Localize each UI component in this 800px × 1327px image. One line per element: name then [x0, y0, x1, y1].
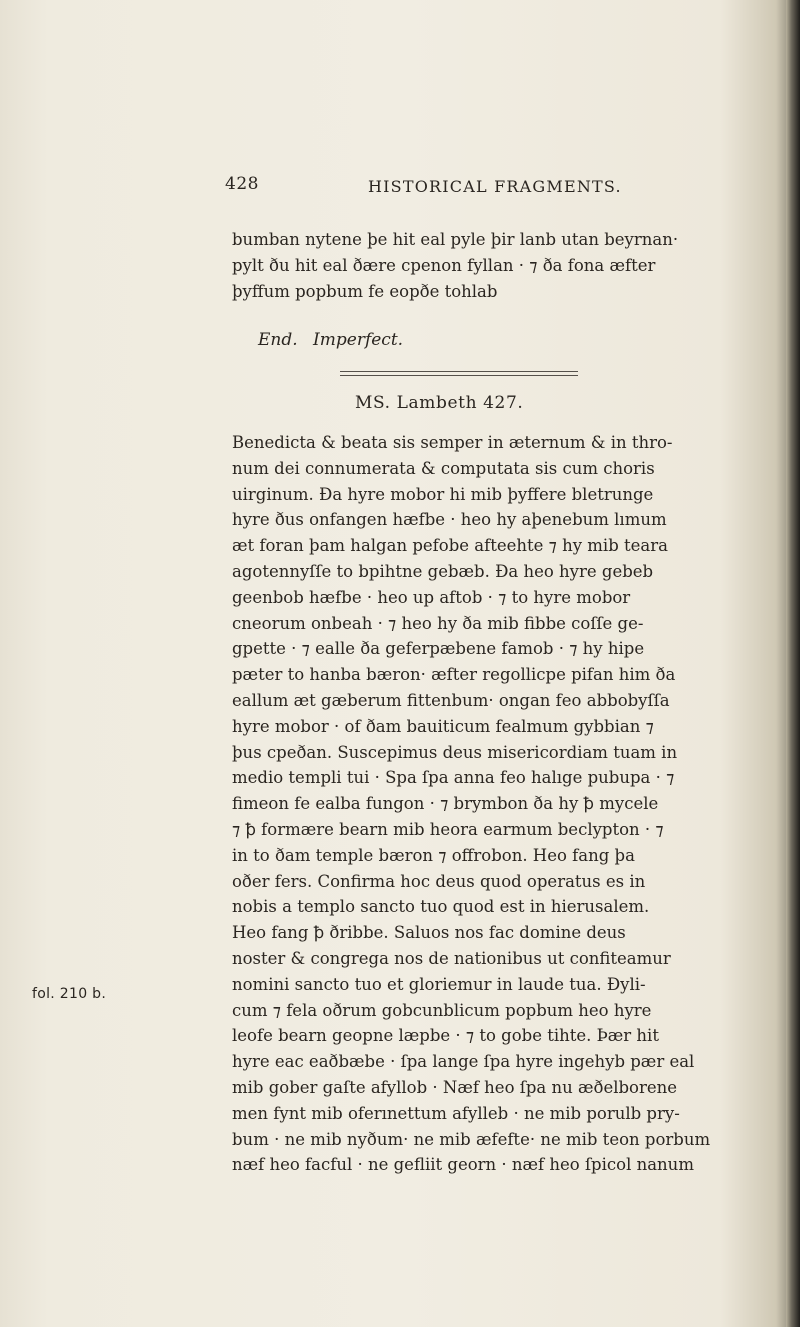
- text-line: næf heo facful · ne gefliit georn · næf heo ſpicol nanum: [232, 1155, 694, 1175]
- manuscript-heading: MS. Lambeth 427.: [355, 393, 524, 413]
- text-line: medio templi tui · Spa ſpa anna feo halıge pubupa · ⁊: [232, 768, 675, 788]
- page-binding-edge: [786, 0, 800, 1327]
- margin-folio-note: fol. 210 b.: [32, 986, 107, 1002]
- text-line: uirginum. Ða hyre mobor hi mib þyffere bletrunge: [232, 484, 654, 504]
- text-line: pylt ðu hit eal ðære cpenon fyllan · ⁊ ða fona æfter: [232, 255, 656, 275]
- text-line: Heo fang ꝥ ðribbe. Saluos nos fac domine deus: [232, 923, 626, 943]
- text-line: cneorum onbeah · ⁊ heo hy ða mib fibbe coſſe ge-: [232, 613, 644, 633]
- text-line: pæter to hanba bæron· æfter regollicpe pifan him ða: [232, 665, 676, 685]
- fragment-end-text: [232, 227, 782, 304]
- text-line: fimeon fe ealba fungon · ⁊ brymbon ða hy ꝥ mycele: [232, 794, 659, 814]
- text-line: agotennyſſe to bpihtne gebæb. Ða heo hyre gebeb: [232, 561, 654, 581]
- text-line: Benedicta & beata sis semper in æternum & in thro-: [232, 433, 673, 452]
- text-line: æt foran þam halgan pefobe afteehte ⁊ hy mib teara: [232, 536, 668, 556]
- text-line: mib gober gaſte afyllob · Næf heo ſpa nu æðelborene: [232, 1077, 678, 1097]
- text-line: ⁊ ꝥ formære bearn mib heora earmum beclypton · ⁊: [232, 819, 664, 839]
- text-line: nomini sancto tuo et gloriemur in laude tua. Ðyli-: [232, 974, 646, 994]
- text-line: cum ⁊ fela oðrum gobcunblicum popbum heo hyre: [232, 1000, 652, 1020]
- text-line: bumban nytene þe hit eal pyle þir lanb utan beyrnan·: [232, 230, 679, 249]
- running-head: HISTORICAL FRAGMENTS.: [368, 177, 622, 196]
- text-line: bum · ne mib nyðum· ne mib æfefte· ne mib teon porbum: [232, 1129, 711, 1149]
- text-line: hyre mobor · of ðam bauiticum fealmum gybbian ⁊: [232, 716, 654, 736]
- manuscript-text: [232, 430, 782, 1178]
- text-line: gpette · ⁊ ealle ða geferpæbene famob · ⁊ hy hipe: [232, 639, 645, 659]
- text-line: men fynt mib oferınettum afylleb · ne mib porulb pry-: [232, 1103, 680, 1123]
- text-line: eallum æt gæberum fittenbum· ongan feo abbobyſſa: [232, 690, 670, 710]
- end-imperfect-note: End. Imperfect.: [258, 330, 404, 350]
- section-rule: [340, 375, 578, 376]
- text-line: oðer fers. Confirma hoc deus quod operatus es in: [232, 871, 646, 891]
- page-number: 428: [225, 174, 259, 194]
- text-line: leofe bearn geopne læpbe · ⁊ to gobe tihte. Þær hit: [232, 1026, 659, 1046]
- text-line: nobis a templo sancto tuo quod est in hierusalem.: [232, 897, 650, 917]
- text-line: hyre eac eaðbæbe · ſpa lange ſpa hyre ingehyb pær eal: [232, 1052, 695, 1072]
- text-line: num dei connumerata & computata sis cum choris: [232, 458, 655, 478]
- text-line: þus cpeðan. Suscepimus deus misericordiam tuam in: [232, 742, 678, 762]
- text-line: geenbob hæfbe · heo up aftob · ⁊ to hyre mobor: [232, 587, 631, 607]
- section-rule: [340, 371, 578, 372]
- text-line: hyre ðus onfangen hæfbe · heo hy aþenebum lımum: [232, 510, 667, 530]
- text-line: in to ðam temple bæron ⁊ offrobon. Heo fang þa: [232, 845, 635, 865]
- text-line: noster & congrega nos de nationibus ut confiteamur: [232, 948, 671, 968]
- text-line: þyffum popbum fe eopðe tohlab: [232, 281, 498, 301]
